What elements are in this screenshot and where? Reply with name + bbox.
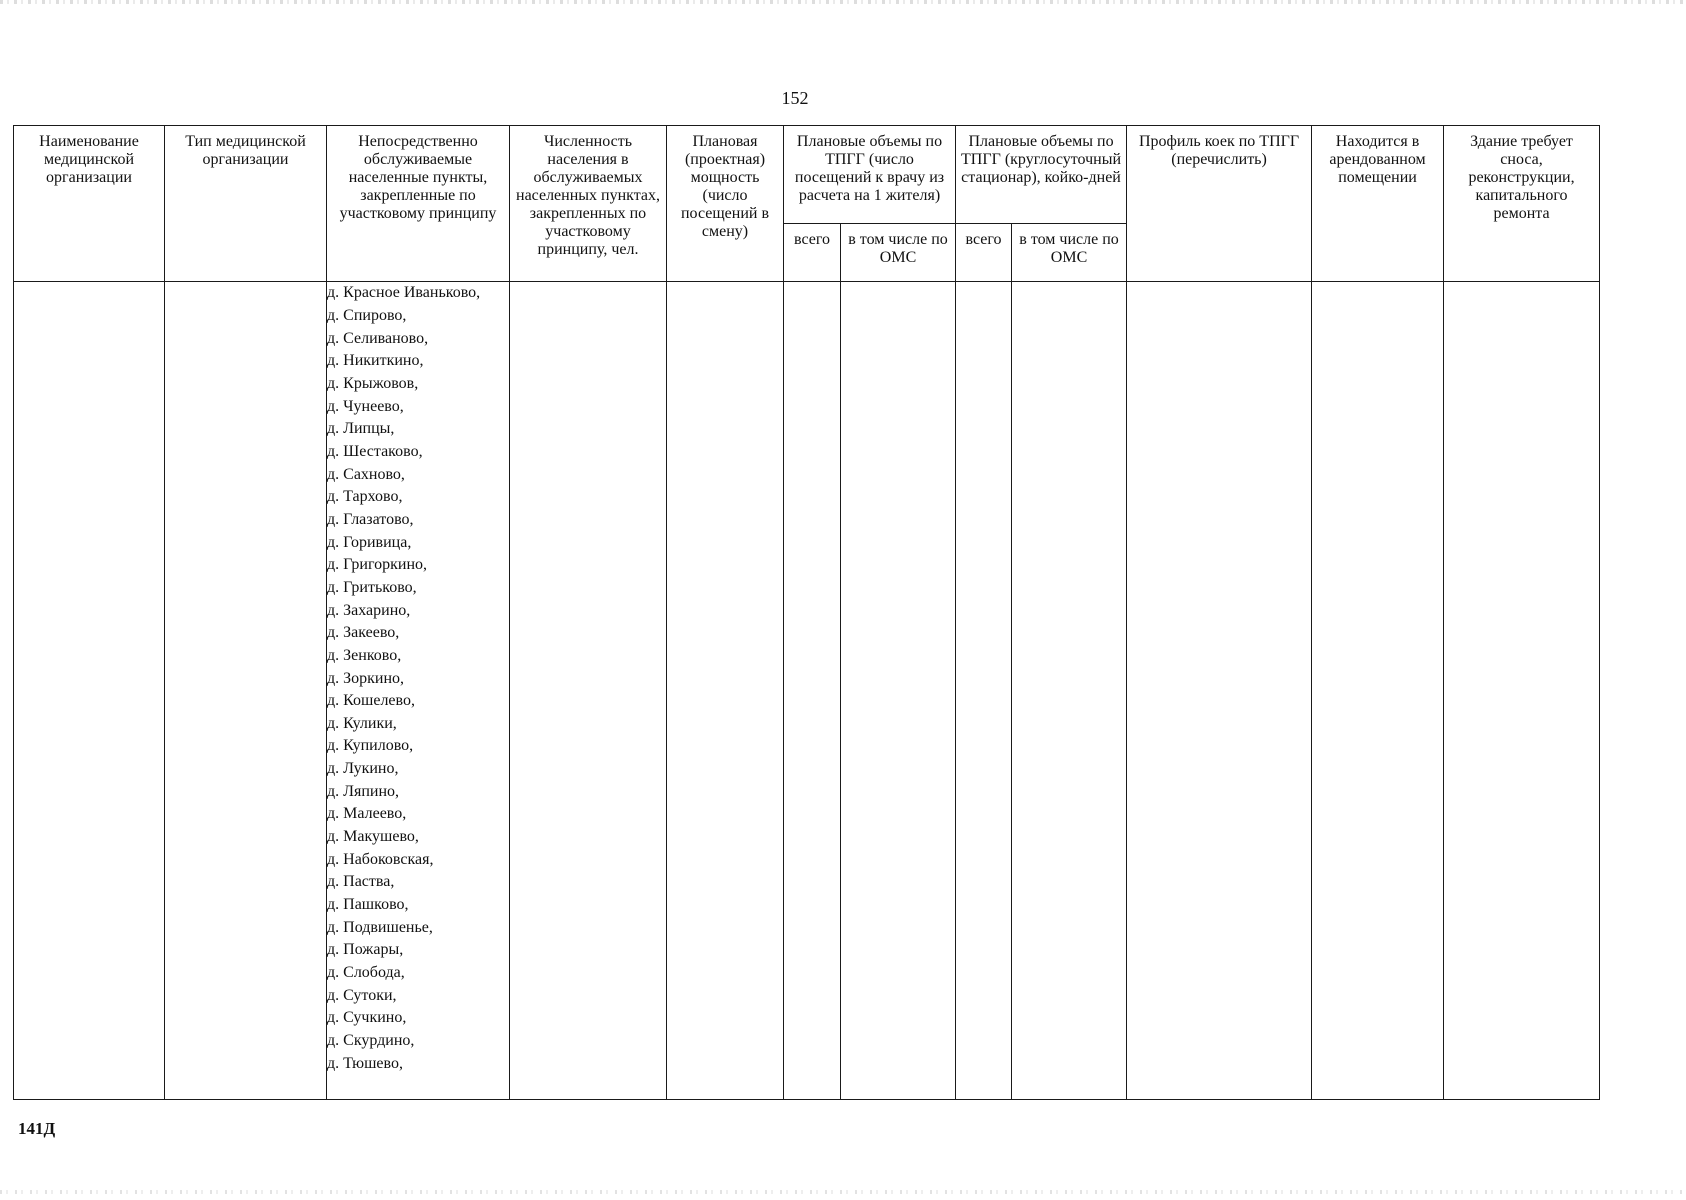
cell-beds-total — [956, 282, 1012, 1100]
header-bed-profile: Профиль коек по ТПГГ (перечислить) — [1127, 126, 1312, 282]
settlement-item: д. Пожары, — [327, 941, 404, 959]
settlement-item: д. Горивица, — [327, 533, 412, 551]
cell-name — [14, 282, 165, 1100]
settlement-item: д. Тархово, — [327, 488, 403, 506]
settlement-item: д. Пашково, — [327, 896, 409, 914]
cell-population — [510, 282, 667, 1100]
settlement-item: д. Захарино, — [327, 601, 411, 619]
cell-visits-total — [784, 282, 841, 1100]
header-beds-total: всего — [956, 224, 1012, 282]
header-name: Наименование медицинской организации — [14, 126, 165, 282]
settlement-item: д. Паства, — [327, 873, 395, 891]
header-beds-group: Плановые объемы по ТПГГ (круглосуточный стационар), койко-дней — [956, 126, 1127, 224]
settlement-item: д. Кулики, — [327, 714, 397, 732]
cell-bed-profile — [1127, 282, 1312, 1100]
cell-type — [165, 282, 327, 1100]
settlement-item: д. Набоковская, — [327, 850, 434, 868]
header-visits-oms: в том числе по ОМС — [841, 224, 956, 282]
scan-edge-bottom — [0, 1190, 1686, 1194]
settlement-item: д. Малеево, — [327, 805, 407, 823]
cell-beds-oms — [1012, 282, 1127, 1100]
header-population: Численность населения в обслуживаемых населенных пунктах, закрепленных по участковому принципу, чел. — [510, 126, 667, 282]
table-row — [14, 282, 1600, 1100]
cell-rented — [1312, 282, 1444, 1100]
settlement-item: д. Селиваново, — [327, 329, 429, 347]
settlement-item: д. Гритьково, — [327, 578, 417, 596]
cell-capacity — [667, 282, 784, 1100]
settlement-item: д. Тюшево, — [327, 1054, 403, 1072]
settlement-item: д. Зоркино, — [327, 669, 405, 687]
scan-edge-top — [0, 0, 1686, 4]
cell-building — [1444, 282, 1600, 1100]
settlement-item: д. Слобода, — [327, 964, 405, 982]
settlement-item: д. Григоркино, — [327, 556, 428, 574]
settlement-item: д. Никиткино, — [327, 352, 424, 370]
cell-visits-oms — [841, 282, 956, 1100]
settlement-item: д. Макушево, — [327, 828, 419, 846]
header-building: Здание требует сноса, реконструкции, капитального ремонта — [1444, 126, 1600, 282]
settlement-item: д. Сутоки, — [327, 986, 397, 1004]
document-code: 141Д — [18, 1119, 56, 1138]
settlement-item: д. Шестаково, — [327, 442, 423, 460]
settlement-item: д. Крыжовов, — [327, 374, 419, 392]
settlement-item: д. Закеево, — [327, 624, 400, 642]
header-visits-total: всего — [784, 224, 841, 282]
header-type: Тип медицинской организации — [165, 126, 327, 282]
settlement-item: д. Скурдино, — [327, 1032, 415, 1049]
page-number: 152 — [781, 88, 809, 108]
facilities-table — [13, 125, 1600, 1100]
settlement-item: д. Сахново, — [327, 465, 405, 483]
settlement-item: д. Зенково, — [327, 646, 402, 664]
settlement-item: д. Лукино, — [327, 760, 399, 778]
settlement-item: д. Ляпино, — [327, 782, 400, 800]
settlement-item: д. Спирово, — [327, 307, 407, 324]
settlement-item: д. Сучкино, — [327, 1009, 407, 1027]
settlement-item: д. Красное Иваньково, — [327, 284, 481, 301]
settlement-item: д. Кошелево, — [327, 692, 415, 710]
header-visits-group: Плановые объемы по ТПГГ (число посещений к врачу из расчета на 1 жителя) — [784, 126, 956, 224]
header-beds-oms: в том числе по ОМС — [1012, 224, 1127, 282]
settlement-item: д. Липцы, — [327, 420, 395, 438]
settlement-item: д. Подвишенье, — [327, 918, 433, 936]
settlement-item: д. Глазатово, — [327, 510, 414, 528]
settlement-item: д. Купилово, — [327, 737, 414, 755]
header-capacity: Плановая (проектная) мощность (число посещений в смену) — [667, 126, 784, 282]
header-settlements: Непосредственно обслуживаемые населенные пункты, закрепленные по участковому принципу — [327, 126, 510, 282]
header-rented: Находится в арендованном помещении — [1312, 126, 1444, 282]
settlement-item: д. Чунеево, — [327, 397, 404, 415]
cell-settlements — [327, 282, 510, 1100]
